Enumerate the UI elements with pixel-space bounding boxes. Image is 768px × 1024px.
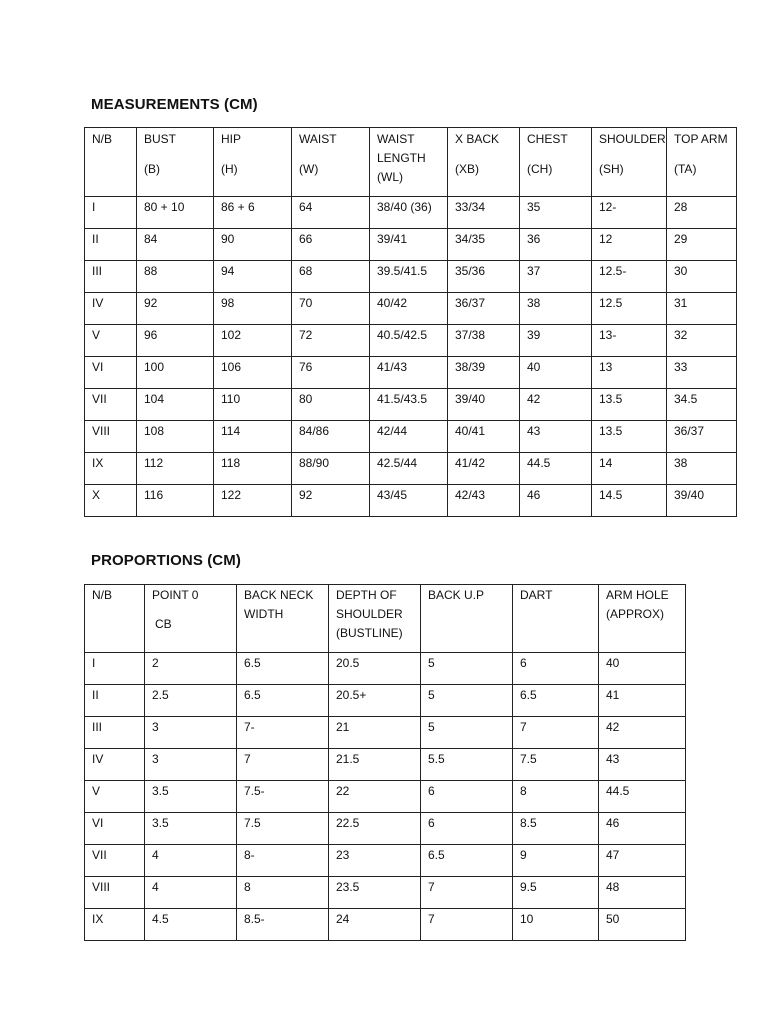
table-cell: 42.5/44 — [370, 453, 448, 485]
table-cell: 86 + 6 — [214, 197, 292, 229]
table-cell: 106 — [214, 357, 292, 389]
table-cell: 72 — [292, 325, 370, 357]
table-cell: 40 — [520, 357, 592, 389]
table-cell: 14 — [592, 453, 667, 485]
table-cell: 28 — [667, 197, 737, 229]
table-cell: 40/42 — [370, 293, 448, 325]
table-cell: 7 — [237, 749, 329, 781]
header-bust: BUST (B) — [137, 128, 214, 197]
table-cell: 39 — [520, 325, 592, 357]
table-cell: 30 — [667, 261, 737, 293]
table-cell: 42/44 — [370, 421, 448, 453]
table-cell: 116 — [137, 485, 214, 517]
table-cell: 80 + 10 — [137, 197, 214, 229]
table-cell: 12.5- — [592, 261, 667, 293]
table-cell: 88/90 — [292, 453, 370, 485]
table-cell: 100 — [137, 357, 214, 389]
row-size-label: IX — [85, 453, 137, 485]
table-cell: 8 — [513, 781, 599, 813]
table-cell: 21 — [329, 717, 421, 749]
row-size-label: II — [85, 685, 145, 717]
table-cell: 76 — [292, 357, 370, 389]
table-cell: 68 — [292, 261, 370, 293]
table-cell: 43 — [599, 749, 686, 781]
table-cell: 39/41 — [370, 229, 448, 261]
table-cell: 108 — [137, 421, 214, 453]
header-x-back: X BACK (XB) — [448, 128, 520, 197]
table-cell: 24 — [329, 909, 421, 941]
table-cell: 32 — [667, 325, 737, 357]
table-cell: 48 — [599, 877, 686, 909]
table-row — [85, 717, 686, 749]
table-cell: 37 — [520, 261, 592, 293]
row-size-label: II — [85, 229, 137, 261]
table-cell: 21.5 — [329, 749, 421, 781]
table-cell: 43/45 — [370, 485, 448, 517]
row-size-label: III — [85, 717, 145, 749]
table-cell: 31 — [667, 293, 737, 325]
table-cell: 41 — [599, 685, 686, 717]
table-row — [85, 845, 686, 877]
header-waist: WAIST (W) — [292, 128, 370, 197]
table-cell: 94 — [214, 261, 292, 293]
table-cell: 5 — [421, 685, 513, 717]
table-cell: 20.5 — [329, 653, 421, 685]
table-cell: 6.5 — [421, 845, 513, 877]
table-cell: 7.5 — [513, 749, 599, 781]
table-row — [85, 653, 686, 685]
table-cell: 36/37 — [667, 421, 737, 453]
table-cell: 40.5/42.5 — [370, 325, 448, 357]
table-cell: 38 — [520, 293, 592, 325]
measurements-title: MEASUREMENTS (CM) — [91, 96, 258, 113]
table-row — [85, 453, 737, 485]
table-cell: 12 — [592, 229, 667, 261]
header-chest: CHEST (CH) — [520, 128, 592, 197]
table-cell: 6 — [513, 653, 599, 685]
measurements-header-row — [85, 128, 737, 197]
table-cell: 38/39 — [448, 357, 520, 389]
table-cell: 84 — [137, 229, 214, 261]
table-row — [85, 197, 737, 229]
table-cell: 42/43 — [448, 485, 520, 517]
table-cell: 23 — [329, 845, 421, 877]
table-cell: 8.5 — [513, 813, 599, 845]
row-size-label: V — [85, 781, 145, 813]
row-size-label: IV — [85, 749, 145, 781]
table-cell: 10 — [513, 909, 599, 941]
table-cell: 46 — [520, 485, 592, 517]
proportions-header-row — [85, 585, 686, 653]
table-cell: 44.5 — [520, 453, 592, 485]
row-size-label: I — [85, 197, 137, 229]
table-cell: 3.5 — [145, 781, 237, 813]
table-cell: 110 — [214, 389, 292, 421]
row-size-label: IX — [85, 909, 145, 941]
table-cell: 4 — [145, 845, 237, 877]
header-waist-length: WAIST LENGTH (WL) — [370, 128, 448, 197]
table-cell: 70 — [292, 293, 370, 325]
table-cell: 88 — [137, 261, 214, 293]
table-cell: 98 — [214, 293, 292, 325]
header-back-neck-width: BACK NECK WIDTH — [237, 585, 329, 653]
proportions-table — [84, 584, 686, 941]
table-cell: 50 — [599, 909, 686, 941]
table-cell: 6 — [421, 781, 513, 813]
table-cell: 38/40 (36) — [370, 197, 448, 229]
table-cell: 9.5 — [513, 877, 599, 909]
table-row — [85, 909, 686, 941]
table-cell: 20.5+ — [329, 685, 421, 717]
table-cell: 114 — [214, 421, 292, 453]
table-cell: 118 — [214, 453, 292, 485]
header-nb: N/B — [85, 585, 145, 653]
proportions-title: PROPORTIONS (CM) — [91, 552, 241, 569]
table-cell: 102 — [214, 325, 292, 357]
table-cell: 3.5 — [145, 813, 237, 845]
table-cell: 13 — [592, 357, 667, 389]
table-cell: 112 — [137, 453, 214, 485]
table-cell: 7 — [513, 717, 599, 749]
table-cell: 8- — [237, 845, 329, 877]
table-cell: 41/43 — [370, 357, 448, 389]
row-size-label: VII — [85, 845, 145, 877]
table-cell: 36/37 — [448, 293, 520, 325]
table-cell: 2 — [145, 653, 237, 685]
table-row — [85, 389, 737, 421]
table-cell: 3 — [145, 749, 237, 781]
table-cell: 12.5 — [592, 293, 667, 325]
table-cell: 40 — [599, 653, 686, 685]
row-size-label: X — [85, 485, 137, 517]
table-cell: 8.5- — [237, 909, 329, 941]
table-cell: 92 — [137, 293, 214, 325]
table-cell: 122 — [214, 485, 292, 517]
row-size-label: VII — [85, 389, 137, 421]
row-size-label: VI — [85, 357, 137, 389]
table-cell: 41/42 — [448, 453, 520, 485]
row-size-label: VI — [85, 813, 145, 845]
table-cell: 34/35 — [448, 229, 520, 261]
table-cell: 4.5 — [145, 909, 237, 941]
table-cell: 13.5 — [592, 389, 667, 421]
row-size-label: VIII — [85, 421, 137, 453]
table-cell: 3 — [145, 717, 237, 749]
table-cell: 44.5 — [599, 781, 686, 813]
table-cell: 34.5 — [667, 389, 737, 421]
header-hip: HIP (H) — [214, 128, 292, 197]
table-cell: 39/40 — [448, 389, 520, 421]
table-cell: 7- — [237, 717, 329, 749]
row-size-label: V — [85, 325, 137, 357]
header-top-arm: TOP ARM (TA) — [667, 128, 737, 197]
table-row — [85, 685, 686, 717]
row-size-label: IV — [85, 293, 137, 325]
table-cell: 33 — [667, 357, 737, 389]
table-cell: 80 — [292, 389, 370, 421]
row-size-label: I — [85, 653, 145, 685]
table-cell: 33/34 — [448, 197, 520, 229]
table-row — [85, 781, 686, 813]
table-cell: 13.5 — [592, 421, 667, 453]
table-cell: 7.5- — [237, 781, 329, 813]
table-cell: 42 — [520, 389, 592, 421]
table-row — [85, 877, 686, 909]
table-cell: 66 — [292, 229, 370, 261]
table-cell: 4 — [145, 877, 237, 909]
table-cell: 6.5 — [237, 685, 329, 717]
table-cell: 90 — [214, 229, 292, 261]
table-cell: 84/86 — [292, 421, 370, 453]
table-cell: 23.5 — [329, 877, 421, 909]
table-cell: 7.5 — [237, 813, 329, 845]
header-point-0-cb: POINT 0 CB — [145, 585, 237, 653]
row-size-label: VIII — [85, 877, 145, 909]
table-cell: 47 — [599, 845, 686, 877]
header-arm-hole: ARM HOLE (APPROX) — [599, 585, 686, 653]
table-cell: 43 — [520, 421, 592, 453]
header-shoulder: SHOULDER (SH) — [592, 128, 667, 197]
table-cell: 5 — [421, 717, 513, 749]
header-back-up: BACK U.P — [421, 585, 513, 653]
table-cell: 92 — [292, 485, 370, 517]
table-cell: 8 — [237, 877, 329, 909]
table-row — [85, 749, 686, 781]
measurements-table — [84, 127, 737, 517]
table-cell: 5 — [421, 653, 513, 685]
table-cell: 6.5 — [513, 685, 599, 717]
header-depth-of-shoulder: DEPTH OF SHOULDER (BUSTLINE) — [329, 585, 421, 653]
table-cell: 2.5 — [145, 685, 237, 717]
table-row — [85, 293, 737, 325]
table-cell: 29 — [667, 229, 737, 261]
table-cell: 9 — [513, 845, 599, 877]
table-cell: 6.5 — [237, 653, 329, 685]
table-row — [85, 357, 737, 389]
header-dart: DART — [513, 585, 599, 653]
table-cell: 22 — [329, 781, 421, 813]
table-cell: 104 — [137, 389, 214, 421]
table-cell: 64 — [292, 197, 370, 229]
table-cell: 35/36 — [448, 261, 520, 293]
table-cell: 13- — [592, 325, 667, 357]
table-cell: 22.5 — [329, 813, 421, 845]
table-cell: 40/41 — [448, 421, 520, 453]
table-cell: 14.5 — [592, 485, 667, 517]
table-cell: 36 — [520, 229, 592, 261]
table-row — [85, 421, 737, 453]
table-row — [85, 229, 737, 261]
table-cell: 7 — [421, 877, 513, 909]
table-row — [85, 485, 737, 517]
table-cell: 38 — [667, 453, 737, 485]
table-cell: 12- — [592, 197, 667, 229]
row-size-label: III — [85, 261, 137, 293]
table-cell: 5.5 — [421, 749, 513, 781]
table-cell: 37/38 — [448, 325, 520, 357]
table-cell: 96 — [137, 325, 214, 357]
table-cell: 35 — [520, 197, 592, 229]
table-cell: 6 — [421, 813, 513, 845]
table-row — [85, 325, 737, 357]
table-cell: 42 — [599, 717, 686, 749]
table-cell: 39.5/41.5 — [370, 261, 448, 293]
table-cell: 41.5/43.5 — [370, 389, 448, 421]
header-nb: N/B — [85, 128, 137, 197]
table-cell: 7 — [421, 909, 513, 941]
table-row — [85, 261, 737, 293]
table-row — [85, 813, 686, 845]
table-cell: 46 — [599, 813, 686, 845]
table-cell: 39/40 — [667, 485, 737, 517]
